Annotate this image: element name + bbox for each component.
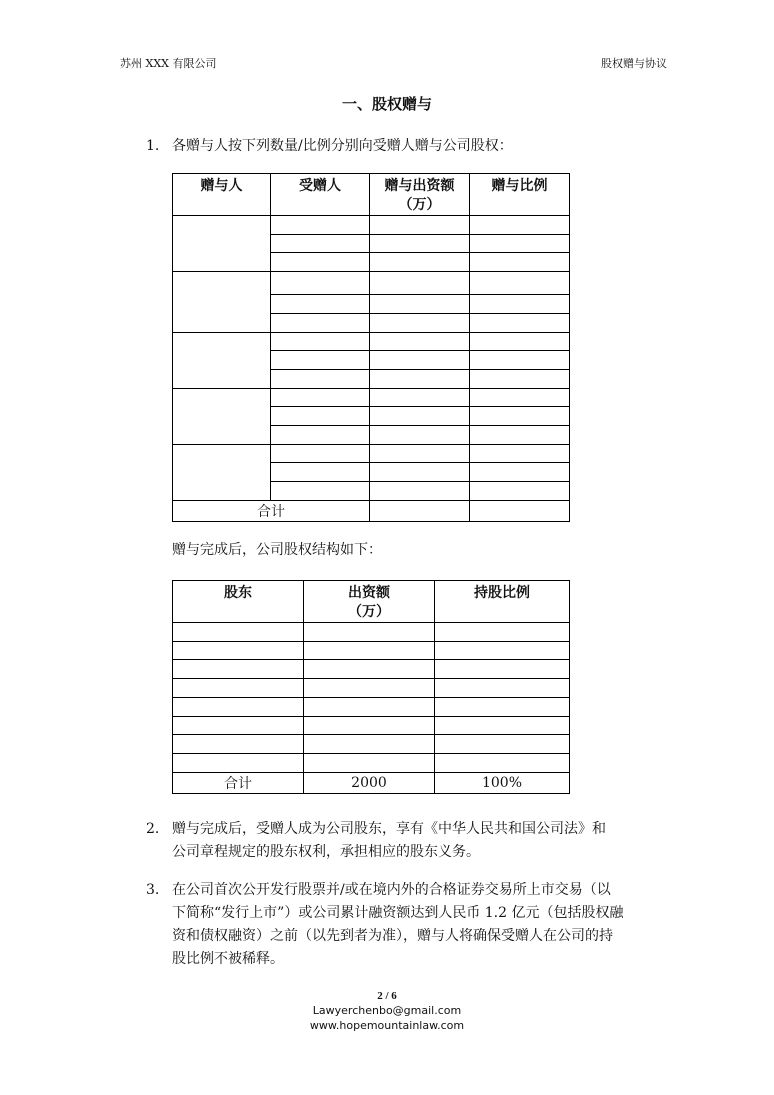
table-row xyxy=(173,623,570,642)
table-row xyxy=(173,717,570,735)
clause-3-line-4: 股比例不被稀释。 xyxy=(172,951,284,967)
table-cell xyxy=(304,679,435,698)
gift-header-amount xyxy=(370,174,470,216)
table-cell xyxy=(470,235,570,253)
table-cell xyxy=(370,253,470,272)
table-cell xyxy=(435,698,570,717)
table-cell xyxy=(435,623,570,642)
gift-total-amount xyxy=(370,501,470,522)
structure-header-shareholder: 股东 xyxy=(173,581,304,623)
table-row xyxy=(173,698,570,717)
structure-header-amount xyxy=(304,581,435,623)
table-cell xyxy=(173,216,271,272)
table-cell xyxy=(470,216,570,235)
clause-2-line-2: 公司章程规定的股东权利，承担相应的股东义务。 xyxy=(172,844,480,860)
table-cell xyxy=(271,295,370,314)
table-cell xyxy=(470,389,570,407)
after-gift-text: 赠与完成后，公司股权结构如下： xyxy=(172,542,382,558)
gift-header-amount-line1: 赠与出资额 xyxy=(384,178,455,194)
table-cell xyxy=(470,333,570,351)
clause-1-number: 1. xyxy=(146,138,160,154)
gift-total-ratio xyxy=(470,501,570,522)
table-cell xyxy=(271,482,370,501)
table-cell xyxy=(173,642,304,660)
table-cell xyxy=(173,735,304,754)
table-cell xyxy=(173,272,271,333)
table-cell xyxy=(435,679,570,698)
table-row xyxy=(173,679,570,698)
table-cell xyxy=(370,463,470,482)
structure-table-header-row xyxy=(173,581,570,623)
table-cell xyxy=(271,216,370,235)
table-cell xyxy=(435,642,570,660)
clause-3-number: 3. xyxy=(146,882,160,898)
gift-table xyxy=(172,173,570,522)
table-cell xyxy=(370,216,470,235)
table-cell xyxy=(304,735,435,754)
clause-3-line-1: 在公司首次公开发行股票并/或在境内外的合格证券交易所上市交易（以 xyxy=(172,882,611,898)
footer-email: Lawyerchenbo@gmail.com xyxy=(312,1004,462,1017)
table-cell xyxy=(173,679,304,698)
structure-total-ratio: 100% xyxy=(435,773,570,794)
structure-header-ratio: 持股比例 xyxy=(435,581,570,623)
page-number: 2 / 6 xyxy=(377,990,397,1002)
structure-total-label: 合计 xyxy=(173,773,304,794)
table-cell xyxy=(304,660,435,679)
table-cell xyxy=(271,370,370,389)
table-cell xyxy=(435,735,570,754)
table-cell xyxy=(370,407,470,426)
table-cell xyxy=(271,272,370,295)
gift-table-header-row xyxy=(173,174,570,216)
table-row xyxy=(173,389,570,407)
table-cell xyxy=(173,717,304,735)
table-cell xyxy=(173,623,304,642)
table-cell xyxy=(370,314,470,333)
table-cell xyxy=(173,389,271,445)
table-cell xyxy=(370,482,470,501)
table-cell xyxy=(271,333,370,351)
table-cell xyxy=(435,717,570,735)
table-cell xyxy=(271,426,370,445)
table-row xyxy=(173,216,570,235)
structure-total-row xyxy=(173,773,570,794)
table-cell xyxy=(304,642,435,660)
gift-header-donor: 赠与人 xyxy=(173,174,271,216)
table-cell xyxy=(173,333,271,389)
table-cell xyxy=(370,235,470,253)
gift-header-ratio: 赠与比例 xyxy=(470,174,570,216)
table-cell xyxy=(271,253,370,272)
table-cell xyxy=(470,272,570,295)
table-cell xyxy=(470,407,570,426)
table-cell xyxy=(370,445,470,463)
gift-header-donee: 受赠人 xyxy=(271,174,370,216)
clause-3-line-2: 下简称“发行上市”）或公司累计融资额达到人民币 1.2 亿元（包括股权融 xyxy=(172,905,624,921)
table-cell xyxy=(271,351,370,370)
table-cell xyxy=(370,370,470,389)
table-cell xyxy=(370,333,470,351)
clause-3-line-3: 资和债权融资）之前（以先到者为准），赠与人将确保受赠人在公司的持 xyxy=(172,928,613,944)
gift-header-amount-line2: （万） xyxy=(398,197,441,213)
structure-total-amount: 2000 xyxy=(304,773,435,794)
table-row xyxy=(173,272,570,295)
clause-2-line-1: 赠与完成后，受赠人成为公司股东，享有《中华人民共和国公司法》和 xyxy=(172,821,606,837)
table-cell xyxy=(370,351,470,370)
footer-website: www.hopemountainlaw.com xyxy=(309,1019,465,1032)
gift-total-row xyxy=(173,501,570,522)
table-cell xyxy=(173,445,271,501)
table-cell xyxy=(173,660,304,679)
table-cell xyxy=(470,445,570,463)
table-cell xyxy=(470,463,570,482)
table-cell xyxy=(370,272,470,295)
table-cell xyxy=(435,754,570,773)
table-cell xyxy=(271,389,370,407)
table-row xyxy=(173,754,570,773)
table-cell xyxy=(173,754,304,773)
table-cell xyxy=(470,253,570,272)
structure-table xyxy=(172,580,570,794)
table-row xyxy=(173,642,570,660)
table-cell xyxy=(304,698,435,717)
table-cell xyxy=(271,407,370,426)
gift-total-label: 合计 xyxy=(173,501,370,522)
table-cell xyxy=(304,717,435,735)
header-company: 苏州 XXX 有限公司 xyxy=(120,57,217,70)
table-cell xyxy=(271,445,370,463)
structure-header-amount-line2: （万） xyxy=(348,604,390,620)
table-cell xyxy=(173,698,304,717)
table-cell xyxy=(271,314,370,333)
table-cell xyxy=(370,426,470,445)
table-cell xyxy=(470,314,570,333)
section-title: 一、股权赠与 xyxy=(341,95,432,113)
table-row xyxy=(173,445,570,463)
table-cell xyxy=(271,235,370,253)
table-cell xyxy=(470,295,570,314)
table-cell xyxy=(435,660,570,679)
table-row xyxy=(173,333,570,351)
table-cell xyxy=(470,370,570,389)
table-cell xyxy=(304,754,435,773)
table-cell xyxy=(304,623,435,642)
header-doc-title: 股权赠与协议 xyxy=(601,57,667,70)
table-cell xyxy=(370,389,470,407)
clause-1-text: 各赠与人按下列数量/比例分别向受赠人赠与公司股权： xyxy=(172,138,513,154)
table-cell xyxy=(470,351,570,370)
table-cell xyxy=(470,482,570,501)
table-row xyxy=(173,660,570,679)
structure-header-amount-line1: 出资额 xyxy=(348,585,390,601)
table-cell xyxy=(370,295,470,314)
table-row xyxy=(173,735,570,754)
clause-2-number: 2. xyxy=(146,821,160,837)
table-cell xyxy=(271,463,370,482)
table-cell xyxy=(470,426,570,445)
